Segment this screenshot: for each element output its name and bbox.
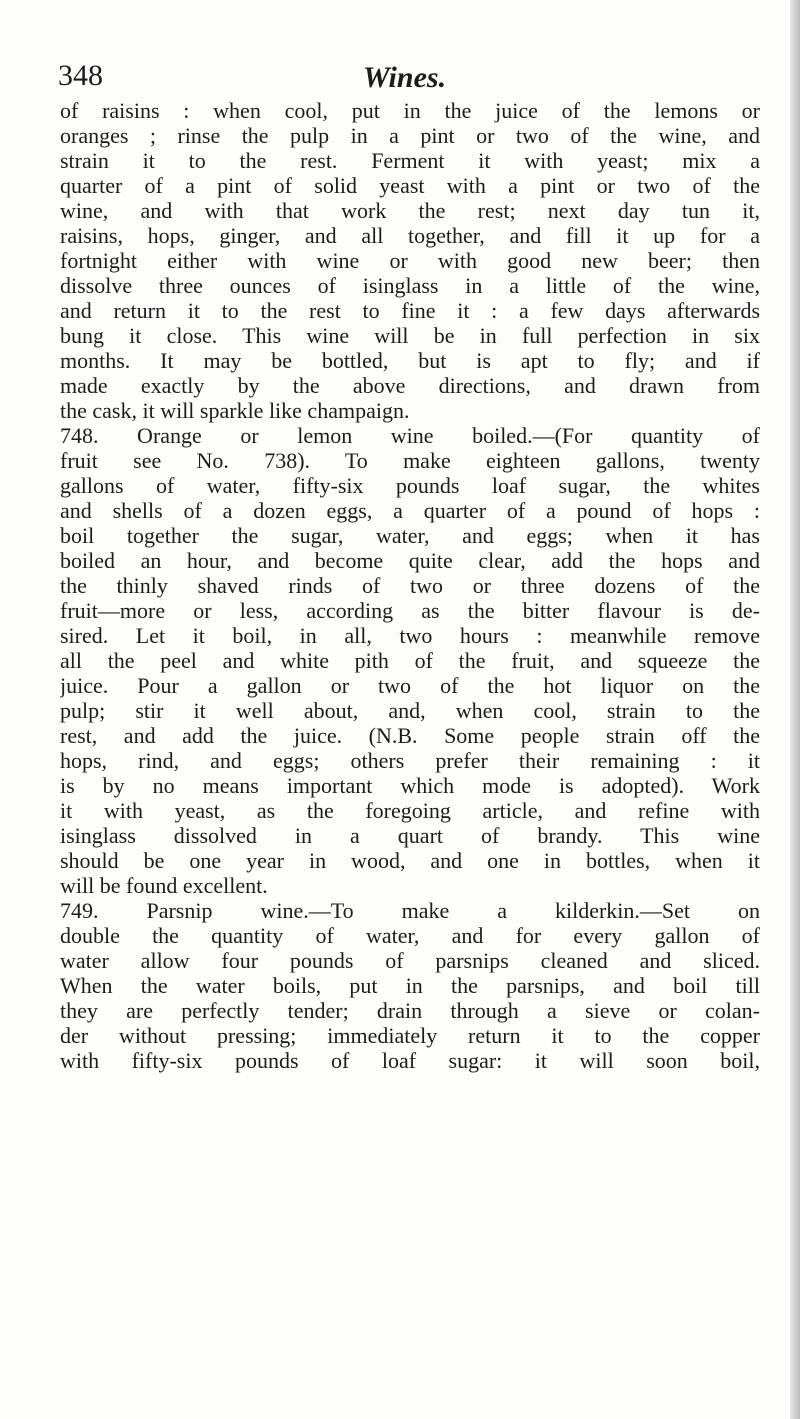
page-edge-shadow [790,0,800,1419]
page-header [58,58,758,98]
text-line: fruit see No. 738). To make eighteen gallons, twenty [60,448,760,473]
text-line: dissolve three ounces of isinglass in a little of the wine, [60,273,760,298]
text-line: and shells of a dozen eggs, a quarter of a pound of hops : [60,498,760,523]
text-line: it with yeast, as the foregoing article, and refine with [60,798,760,823]
text-line: the thinly shaved rinds of two or three dozens of the [60,573,760,598]
text-line: pulp; stir it well about, and, when cool, strain to the [60,698,760,723]
text-line: sired. Let it boil, in all, two hours : meanwhile remove [60,623,760,648]
text-line: should be one year in wood, and one in bottles, when it [60,848,760,873]
text-line: isinglass dissolved in a quart of brandy. This wine [60,823,760,848]
text-line: of raisins : when cool, put in the juice of the lemons or [60,98,760,123]
text-line: 748. Orange or lemon wine boiled.—(For quantity of [60,423,760,448]
text-line: hops, rind, and eggs; others prefer their remaining : it [60,748,760,773]
text-line: strain it to the rest. Ferment it with yeast; mix a [60,148,760,173]
text-line: fruit—more or less, according as the bitter flavour is de- [60,598,760,623]
text-line: water allow four pounds of parsnips cleaned and sliced. [60,948,760,973]
text-line: all the peel and white pith of the fruit, and squeeze the [60,648,760,673]
text-line: fortnight either with wine or with good new beer; then [60,248,760,273]
text-line: the cask, it will sparkle like champaign. [60,398,410,423]
text-line: When the water boils, put in the parsnips, and boil till [60,973,760,998]
text-line: juice. Pour a gallon or two of the hot liquor on the [60,673,760,698]
text-line: quarter of a pint of solid yeast with a pint or two of the [60,173,760,198]
text-line: 749. Parsnip wine.—To make a kilderkin.—Set on [60,898,760,923]
text-line: rest, and add the juice. (N.B. Some people strain off the [60,723,760,748]
text-line: raisins, hops, ginger, and all together, and fill it up for a [60,223,760,248]
text-line: will be found excellent. [60,873,268,898]
body-text [60,98,760,1073]
text-line: double the quantity of water, and for every gallon of [60,923,760,948]
text-line: made exactly by the above directions, and drawn from [60,373,760,398]
text-line: and return it to the rest to fine it : a few days afterwards [60,298,760,323]
text-line: boiled an hour, and become quite clear, add the hops and [60,548,760,573]
text-line: they are perfectly tender; drain through a sieve or colan- [60,998,760,1023]
text-line: is by no means important which mode is adopted). Work [60,773,760,798]
running-head: Wines. [363,61,447,94]
text-line: with fifty-six pounds of loaf sugar: it will soon boil, [60,1048,760,1073]
text-line: gallons of water, fifty-six pounds loaf sugar, the whites [60,473,760,498]
text-line: der without pressing; immediately return it to the copper [60,1023,760,1048]
text-line: months. It may be bottled, but is apt to fly; and if [60,348,760,373]
text-line: bung it close. This wine will be in full perfection in six [60,323,760,348]
text-line: boil together the sugar, water, and eggs; when it has [60,523,760,548]
text-line: wine, and with that work the rest; next day tun it, [60,198,760,223]
text-line: oranges ; rinse the pulp in a pint or two of the wine, and [60,123,760,148]
page-number: 348 [58,59,103,92]
